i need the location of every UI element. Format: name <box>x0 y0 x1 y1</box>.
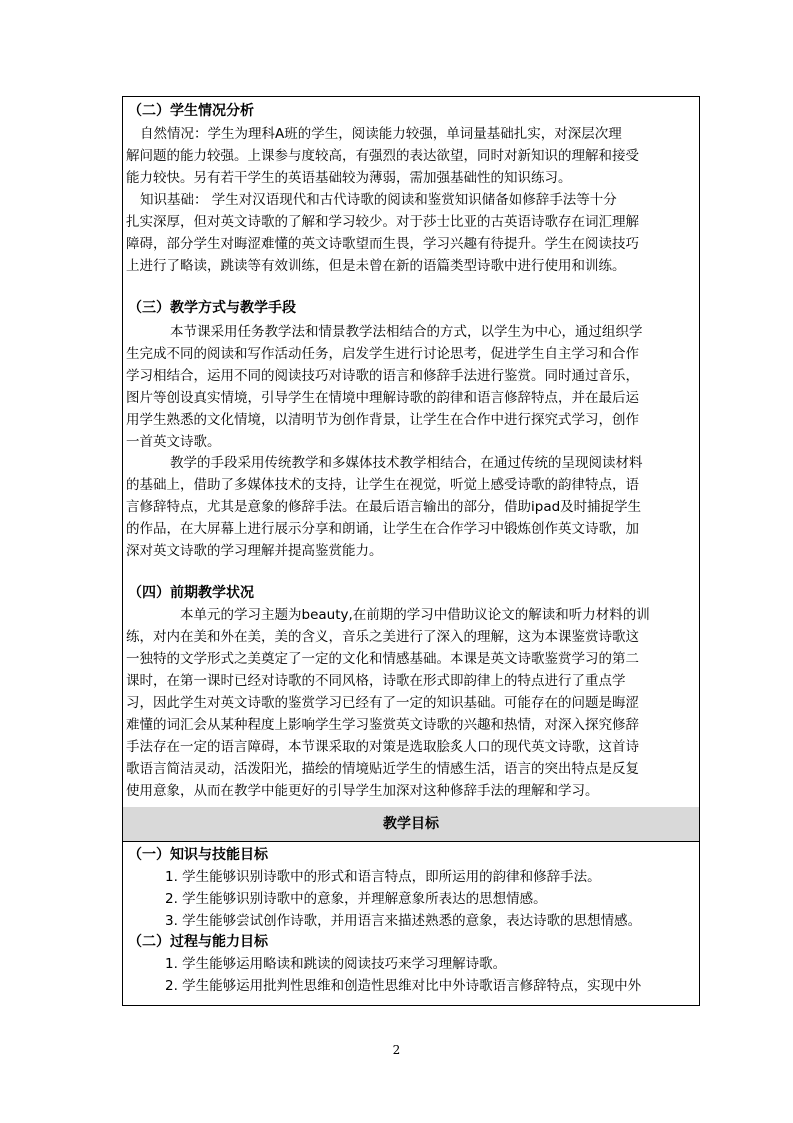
objectives-header-row <box>123 807 699 842</box>
paragraph-line: 课时，在第一课时已经对诗歌的不同风格，诗歌在形式即韵律上的特点进行了重点学 <box>126 673 626 689</box>
paragraph-line: 言修辞特点，尤其是意象的修辞手法。在最后语言输出的部分，借助ipad及时捕捉学生 <box>126 499 642 515</box>
paragraph-line: 障碍，部分学生对晦涩难懂的英文诗歌望而生畏，学习兴趣有待提升。学生在阅读技巧 <box>126 236 639 252</box>
paragraph-line: 使用意象，从而在教学中能更好的引导学生加深对这种修辞手法的理解和学习。 <box>126 783 599 799</box>
paragraph-line: 本单元的学习主题为beauty,在前期的学习中借助议论文的解读和听力材料的训 <box>180 607 650 623</box>
section-title: （三）教学方式与教学手段 <box>128 300 296 316</box>
paragraph-line: 上进行了略读，跳读等有效训练，但是未曾在新的语篇类型诗歌中进行使用和训练。 <box>126 258 626 274</box>
page-number: 2 <box>392 1043 401 1057</box>
paragraph-line: 歌语言简洁灵动，活泼阳光，描绘的情境贴近学生的情感生活，语言的突出特点是反复 <box>126 761 639 777</box>
paragraph-line: 手法存在一定的语言障碍，本节课采取的对策是选取脍炙人口的现代英文诗歌，这首诗 <box>126 739 639 755</box>
paragraph-line: 一首英文诗歌。 <box>126 434 221 450</box>
objectives-header: 教学目标 <box>383 816 439 832</box>
paragraph-line: 的基础上，借助了多媒体技术的支持，让学生在视觉，听觉上感受诗歌的韵律特点，语 <box>126 477 639 493</box>
section-title: （二）学生情况分析 <box>128 103 254 119</box>
objective-item: 1. 学生能够运用略读和跳读的阅读技巧来学习理解诗歌。 <box>165 956 507 972</box>
paragraph-line: 知识基础： 学生对汉语现代和古代诗歌的阅读和鉴赏知识储备如修辞手法等十分 <box>140 192 617 208</box>
lesson-plan-table <box>122 96 700 1006</box>
paragraph-line: 自然情况：学生为理科A班的学生，阅读能力较强，单词量基础扎实，对深层次理 <box>140 126 622 142</box>
paragraph-line: 习，因此学生对英文诗歌的鉴赏学习已经有了一定的知识基础。可能存在的问题是晦涩 <box>126 695 639 711</box>
analysis-cell <box>123 97 699 808</box>
objective-item: 3. 学生能够尝试创作诗歌，并用语言来描述熟悉的意象，表达诗歌的思想情感。 <box>165 913 642 929</box>
paragraph-line: 图片等创设真实情境，引导学生在情境中理解诗歌的韵律和语言修辞特点，并在最后运 <box>126 390 639 406</box>
section-title: （四）前期教学状况 <box>128 585 254 601</box>
paragraph-line: 解问题的能力较强。上课参与度较高，有强烈的表达欲望，同时对新知识的理解和接受 <box>126 148 639 164</box>
objective-item: 2. 学生能够识别诗歌中的意象，并理解意象所表达的思想情感。 <box>165 891 547 907</box>
paragraph-line: 教学的手段采用传统教学和多媒体技术教学相结合，在通过传统的呈现阅读材料 <box>170 455 643 471</box>
paragraph-line: 深对英文诗歌的学习理解并提高鉴赏能力。 <box>126 543 383 559</box>
paragraph-line: 扎实深厚，但对英文诗歌的了解和学习较少。对于莎士比亚的古英语诗歌存在词汇理解 <box>126 214 639 230</box>
paragraph-line: 学习相结合，运用不同的阅读技巧对诗歌的语言和修辞手法进行鉴赏。同时通过音乐， <box>126 368 639 384</box>
objective-item: 2. 学生能够运用批判性思维和创造性思维对比中外诗歌语言修辞特点，实现中外 <box>165 978 642 994</box>
paragraph-line: 能力较快。另有若干学生的英语基础较为薄弱，需加强基础性的知识练习。 <box>126 170 572 186</box>
paragraph-line: 生完成不同的阅读和写作活动任务，启发学生进行讨论思考，促进学生自主学习和合作 <box>126 346 639 362</box>
paragraph-line: 本节课采用任务教学法和情景教学法相结合的方式，以学生为中心，通过组织学 <box>170 324 643 340</box>
paragraph-line: 练，对内在美和外在美，美的含义，音乐之美进行了深入的理解，这为本课鉴赏诗歌这 <box>126 629 639 645</box>
paragraph-line: 一独特的文学形式之美奠定了一定的文化和情感基础。本课是英文诗歌鉴赏学习的第二 <box>126 651 639 667</box>
paragraph-line: 用学生熟悉的文化情境，以清明节为创作背景，让学生在合作中进行探究式学习，创作 <box>126 412 639 428</box>
objectives-cell <box>123 842 699 1005</box>
objective-title: （一）知识与技能目标 <box>128 847 268 863</box>
objective-title: （二）过程与能力目标 <box>128 934 268 950</box>
objective-item: 1. 学生能够识别诗歌中的形式和语言特点，即所运用的韵律和修辞手法。 <box>165 869 601 885</box>
paragraph-line: 难懂的词汇会从某种程度上影响学生学习鉴赏英文诗歌的兴趣和热情，对深入探究修辞 <box>126 717 639 733</box>
paragraph-line: 的作品，在大屏幕上进行展示分享和朗诵，让学生在合作学习中锻炼创作英文诗歌，加 <box>126 521 639 537</box>
